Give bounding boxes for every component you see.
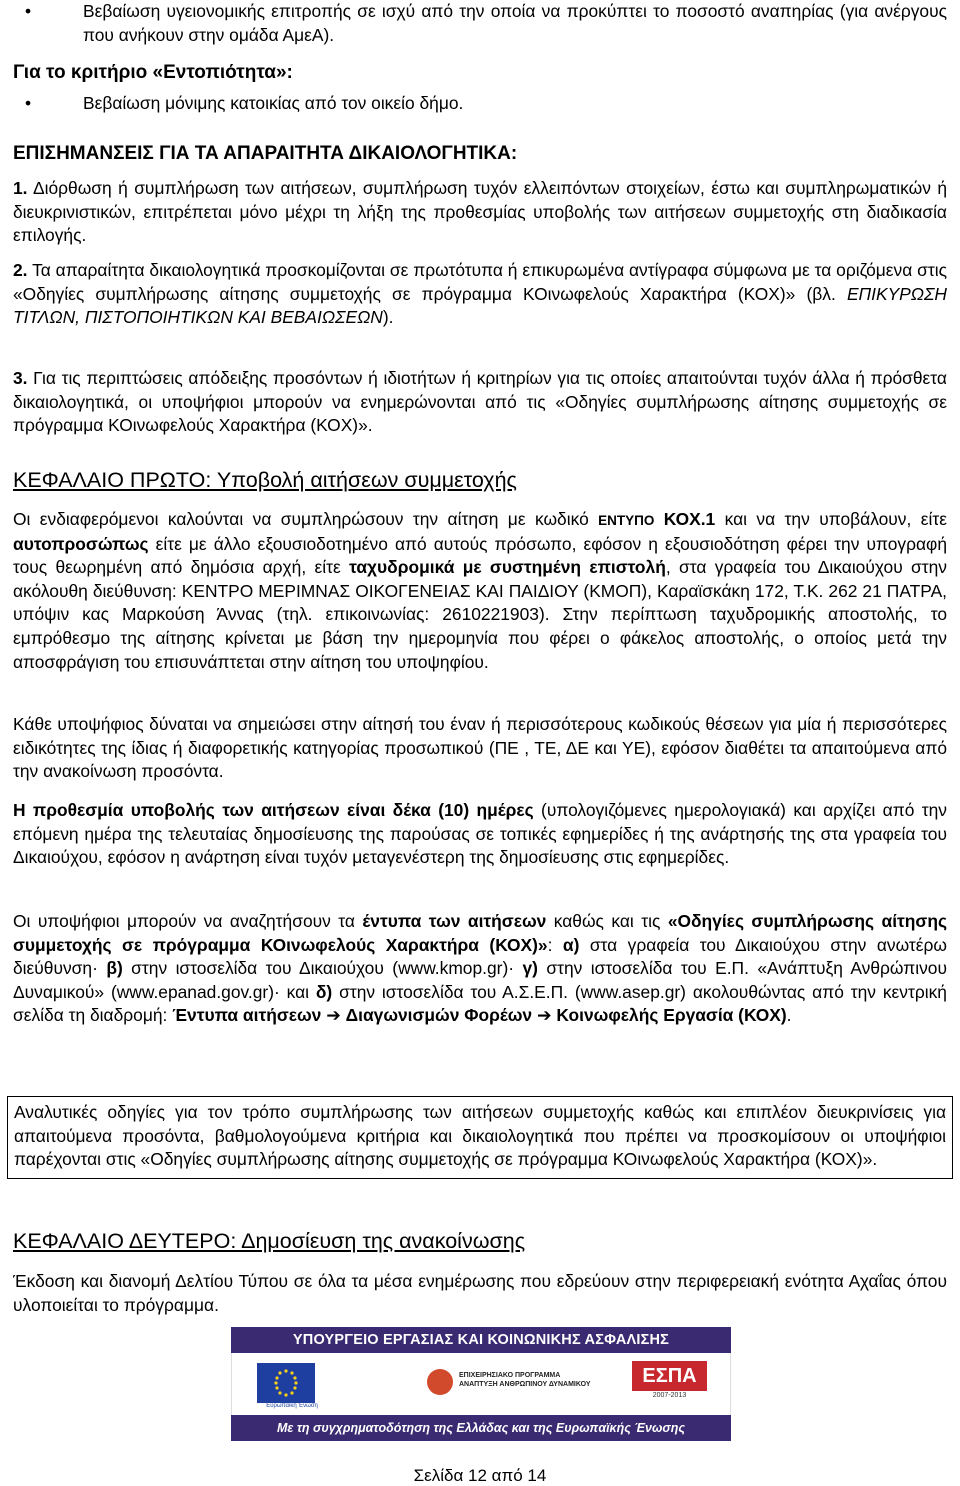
note-1: 1. Διόρθωση ή συμπλήρωση των αιτήσεων, συμπλήρωση τυχόν ελλειπόντων στοιχείων, έστω και συμπληρωματικών ή διευκρινιστικών, επιτρέπεται μόνο μέχρι τη λήξη της προθεσμίας υποβολής των αιτήσεων συμμετοχής στη διαδικασία επιλογής.: [13, 178, 947, 246]
eu-label: Ευρωπαϊκή Ένωση: [266, 1403, 318, 1409]
chapter1-paragraph-4: Οι υποψήφιοι μπορούν να αναζητήσουν τα έντυπα των αιτήσεων καθώς και τις «Οδηγίες συμπλήρωσης αίτησης συμμετοχής σε πρόγραμμα ΚΟινωφελούς Χαρακτήρα (ΚΟΧ)»: α) στα γραφεία του Δικαιούχου στην ανωτέρω διεύθυνση· β) στην ιστοσελίδα του Δικαιούχου (www.kmop.gr)· γ) στην ιστοσελίδα του Ε.Π. «Ανάπτυξη Ανθρώπινου Δυναμικού» (www.epanad.gov.gr)· και δ) στην ιστοσελίδα του Α.Σ.Ε.Π. (www.asep.gr) ακολουθώντας από την κεντρική σελίδα τη διαδρομή: Έντυπα αιτήσεων ➔ Διαγωνισμών Φορέων ➔ Κοινωφελής Εργασία (ΚΟΧ).: [13, 911, 948, 1026]
bullet-dot-icon: •: [25, 93, 32, 113]
page-number: Σελίδα 12 από 14: [413, 1466, 547, 1485]
note-3: 3. Για τις περιπτώσεις απόδειξης προσόντων ή ιδιοτήτων ή κριτηρίων για τις οποίες απαιτούνται τυχόν άλλα ή πρόσθετα δικαιολογητικά, οι υποψήφιοι μπορούν να ενημερώνονται από τις «Οδηγίες συμπλήρωσης αίτησης συμμετοχής σε πρόγραμμα ΚΟινωφελούς Χαρακτήρα (ΚΟΧ)».: [13, 368, 947, 436]
chapter2-paragraph-1: Έκδοση και διανομή Δελτίου Τύπου σε όλα τα μέσα ενημέρωσης που εδρεύουν στην περιφερειακή ενότητα Αχαΐας όπου υλοποιείται το πρόγραμμα.: [13, 1271, 947, 1315]
cofunding-note: Με τη συγχρηματοδότηση της Ελλάδας και της Ευρωπαϊκής Ένωσης: [231, 1415, 731, 1441]
chapter1-paragraph-1: Οι ενδιαφερόμενοι καλούνται να συμπληρώσουν την αίτηση με κωδικό ΕΝΤΥΠΟ ΚΟΧ.1 και να την υποβάλουν, είτε αυτοπροσώπως είτε με άλλο εξουσιοδοτημένο από αυτούς πρόσωπο, εφόσον η εξουσιοδότηση φέρει την υπογραφή τους θεωρημένη από δημόσια αρχή, είτε ταχυδρομικά με συστημένη επιστολή, στα γραφεία του Δικαιούχου στην ακόλουθη διεύθυνση: ΚΕΝΤΡΟ ΜΕΡΙΜΝΑΣ ΟΙΚΟΓΕΝΕΙΑΣ ΚΑΙ ΠΑΙΔΙΟΥ (ΚΜΟΠ), Καραϊσκάκη 172, Τ.Κ. 262 21 ΠΑΤΡΑ, υπόψιν κας Μαρκούση Άννας (τηλ. επικοινωνίας: 2610221903). Στην περίπτωση ταχυδρομικής αποστολής, το εμπρόθεσμο της αίτησης κρίνεται με βάση την ημερομηνία που φέρει ο φάκελος αποστολής, ο οποίος μετά την αποσφράγιση του επισυνάπτεται στην αίτηση του υποψηφίου.: [13, 509, 947, 672]
arrow-icon: ➔: [536, 1005, 552, 1026]
note-2: 2. Τα απαραίτητα δικαιολογητικά προσκομίζονται σε πρωτότυπα ή επικυρωμένα αντίγραφα σύμφωνα με τα οριζόμενα στις «Οδηγίες συμπλήρωσης αίτησης συμμετοχής σε πρόγραμμα ΚΟινωφελούς Χαρακτήρα (ΚΟΧ)» (βλ. ΕΠΙΚΥΡΩΣΗ ΤΙΤΛΩΝ, ΠΙΣΤΟΠΟΙΗΤΙΚΩΝ ΚΑΙ ΒΕΒΑΙΩΣΕΩΝ).: [13, 260, 947, 328]
chapter1-title: ΚΕΦΑΛΑΙΟ ΠΡΩΤΟ: Υποβολή αιτήσεων συμμετοχής: [13, 468, 517, 492]
ministry-title: ΥΠΟΥΡΓΕΙΟ ΕΡΓΑΣΙΑΣ ΚΑΙ ΚΟΙΝΩΝΙΚΗΣ ΑΣΦΑΛΙΣΗΣ: [231, 1327, 731, 1353]
eu-flag-icon: [257, 1363, 315, 1403]
arrow-icon: ➔: [326, 1005, 341, 1026]
top-bullets: [13, 0, 947, 47]
locality-heading: Για το κριτήριο «Εντοπιότητα»:: [13, 62, 293, 83]
bullet-locality: • Βεβαίωση μόνιμης κατοικίας από τον οικείο δήμο.: [13, 92, 947, 116]
program-logo: ΕΠΙΧΕΙΡΗΣΙΑΚΟ ΠΡΟΓΡΑΜΜΑ ΑΝΑΠΤΥΞΗ ΑΝΘΡΩΠΙΝΟΥ ΔΥΝΑΜΙΚΟΥ: [427, 1367, 577, 1401]
instructions-box: Αναλυτικές οδηγίες για τον τρόπο συμπλήρωσης των αιτήσεων συμμετοχής καθώς και επιπλέον διευκρινίσεις για απαιτούμενα προσόντα, βαθμολογούμενα κριτήρια και δικαιολογητικά που πρέπει να προσκομίσουν οι υποψήφιοι παρέχονται στις «Οδηγίες συμπλήρωσης αίτησης συμμετοχής σε πρόγραμμα ΚΟινωφελούς Χαρακτήρα (ΚΟΧ)».: [7, 1096, 953, 1179]
bullet-disability: • Βεβαίωση υγειονομικής επιτροπής σε ισχύ από την οποία να προκύπτει το ποσοστό αναπηρίας (για ανέργους που ανήκουν στην ομάδα ΑμεΑ).: [25, 1, 947, 45]
espa-logo: ΕΣΠΑ 2007-2013: [632, 1361, 707, 1407]
logos-strip: [231, 1353, 731, 1415]
chapter1-paragraph-3: Η προθεσμία υποβολής των αιτήσεων είναι δέκα (10) ημέρες (υπολογιζόμενες ημερολογιακά) και αρχίζει από την επόμενη ημέρα της τελευταίας δημοσίευσης της παρούσας σε τοπικές εφημερίδες ή της ανάρτησής της στα γραφεία του Δικαιούχου, εφόσον η ανάρτηση είναι τυχόν μεταγενέστερη της δημοσίευσης στις εφημερίδες.: [13, 800, 947, 868]
chapter1-paragraph-2: Κάθε υποψήφιος δύναται να σημειώσει στην αίτησή του έναν ή περισσότερους κωδικούς θέσεων για μία ή περισσότερες ειδικότητες της ίδιας ή διαφορετικής κατηγορίας προσωπικού (ΠΕ , ΤΕ, ΔΕ και ΥΕ), εφόσον διαθέτει τα απαιτούμενα από την ανακοίνωση προσόντα.: [13, 714, 947, 782]
notes-heading: ΕΠΙΣΗΜΑΝΣΕΙΣ ΓΙΑ ΤΑ ΑΠΑΡΑΙΤΗΤΑ ΔΙΚΑΙΟΛΟΓΗΤΙΚΑ:: [13, 143, 518, 164]
chapter2-title: ΚΕΦΑΛΑΙΟ ΔΕΥΤΕΡΟ: Δημοσίευση της ανακοίνωσης: [13, 1229, 526, 1253]
funding-banner: [231, 1327, 731, 1441]
program-logo-icon: [427, 1369, 453, 1395]
bullet-dot-icon: •: [25, 1, 32, 21]
